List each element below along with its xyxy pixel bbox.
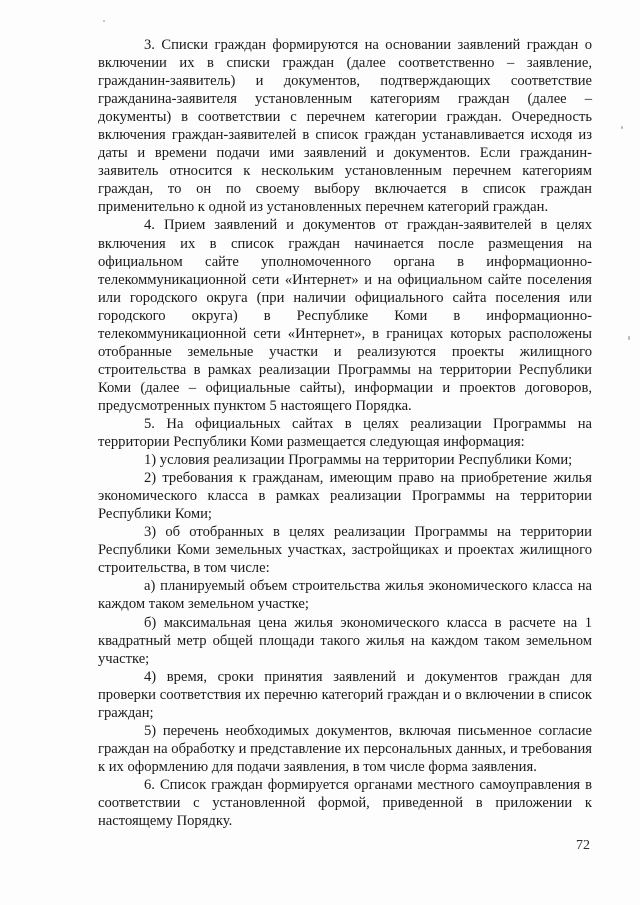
paragraph-3: 3. Списки граждан формируются на основании заявлений граждан о включении их в списки граждан (далее соответственно – заявление, гражданин-заявитель) и документов, подтверждающих соответствие гражданина-заявителя установленным категориям граждан (далее – документы) в соответствии с перечнем категории граждан. Очередность включения граждан-заявителей в список граждан устанавливается исходя из даты и времени подачи ими заявлений и документов. Если гражданин-заявитель относится к нескольким установленным перечнем категориям граждан, то он по своему выбору включается в список граждан применительно к одной из установленных перечнем категорий граждан.	[98, 37, 592, 216]
scan-speck	[621, 126, 623, 129]
document-body	[98, 36, 592, 830]
scan-speck	[103, 20, 105, 22]
list-item-5-4: 4) время, сроки принятия заявлений и документов граждан для проверки соответствия их перечню категорий граждан и о включении в список граждан;	[98, 668, 592, 721]
page-number: 72	[576, 838, 590, 853]
list-item-5-3-a: а) планируемый объем строительства жилья экономического класса на каждом таком земельном участке;	[98, 578, 592, 613]
list-item-5-3-b: б) максимальная цена жилья экономического класса в расчете на 1 квадратный метр общей площади такого жилья на каждом таком земельном участке;	[98, 614, 592, 667]
scan-speck	[628, 336, 630, 340]
list-item-5-3: 3) об отобранных в целях реализации Программы на территории Республики Коми земельных участках, застройщиках и проектах жилищного строительства, в том числе:	[98, 524, 592, 577]
list-item-5-5: 5) перечень необходимых документов, включая письменное согласие граждан на обработку и представление их персональных данных, и требования к их оформлению для подачи заявления, в том числе форма заявления.	[98, 722, 592, 775]
paragraph-5: 5. На официальных сайтах в целях реализации Программы на территории Республики Коми размещается следующая информация:	[98, 415, 592, 451]
list-item-5-1: 1) условия реализации Программы на территории Республики Коми;	[144, 452, 573, 469]
list-item-5-2: 2) требования к гражданам, имеющим право на приобретение жилья экономического класса в рамках реализации Программы на территории Республики Коми;	[98, 470, 592, 523]
paragraph-4: 4. Прием заявлений и документов от граждан-заявителей в целях включения их в список граждан начинается после размещения на официальном сайте уполномоченного органа в информационно-телекоммуникационной сети «Интернет» и на официальном сайте поселения или городского округа (при наличии официального сайта поселения или городского округа) в Республике Коми в информационно-телекоммуникационной сети «Интернет», в границах которых расположены отобранные земельные участки и реализуются проекты жилищного строительства в рамках реализации Программы на территории Республики Коми (далее – официальные сайты), информации и проектов договоров, предусмотренных пунктом 5 настоящего Порядка.	[98, 217, 592, 414]
paragraph-6: 6. Список граждан формируется органами местного самоуправления в соответствии с установленной формой, приведенной в приложении к настоящему Порядку.	[98, 776, 592, 830]
